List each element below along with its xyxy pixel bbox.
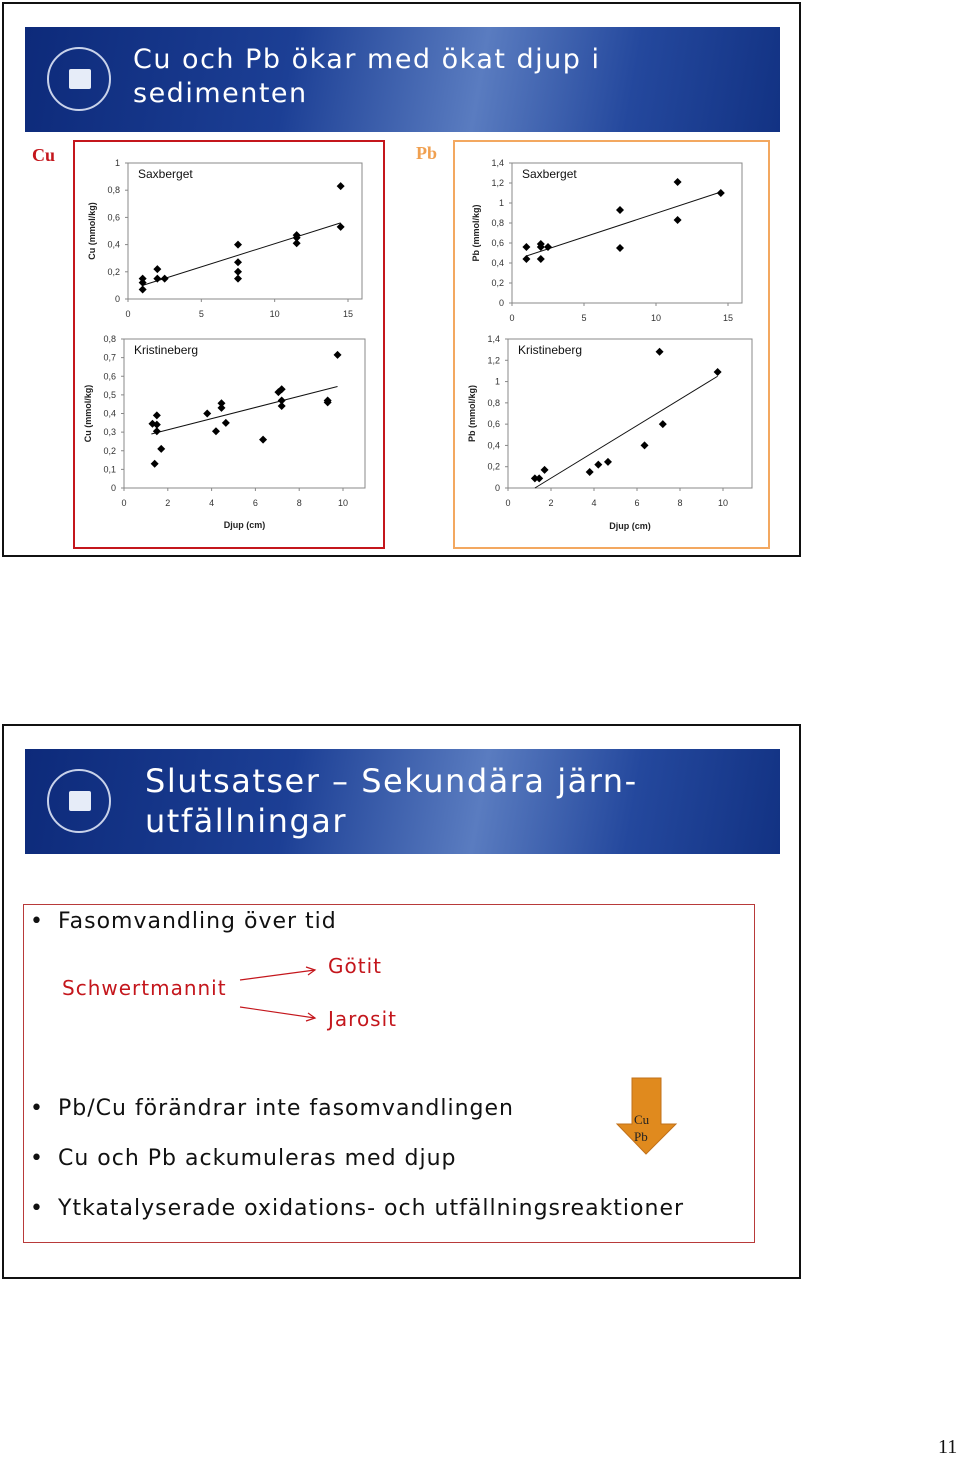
scatter-chart-1 bbox=[87, 158, 362, 319]
data-point bbox=[153, 265, 161, 273]
x-tick-label: 10 bbox=[650, 313, 662, 323]
data-point bbox=[203, 410, 211, 418]
data-point bbox=[616, 244, 624, 252]
y-tick-label: 0 bbox=[110, 483, 116, 493]
title-line-2: sedimenten bbox=[133, 77, 308, 109]
x-tick-label: 5 bbox=[198, 309, 204, 319]
data-point bbox=[535, 474, 543, 482]
y-tick-label: 1,4 bbox=[491, 158, 504, 168]
data-point bbox=[259, 436, 267, 444]
y-tick-label: 0,4 bbox=[103, 408, 116, 419]
bullet-pbcu: • Pb/Cu förändrar inte fasomvandlingen bbox=[30, 1096, 514, 1121]
y-axis-label: Cu (mmol/kg) bbox=[83, 384, 93, 443]
arrow-pb-text: Pb bbox=[634, 1129, 648, 1144]
y-tick-label: 0 bbox=[498, 298, 504, 308]
gotit-label: Götit bbox=[328, 954, 382, 978]
data-point bbox=[222, 419, 230, 427]
chart-title: Saxberget bbox=[138, 167, 193, 181]
y-tick-label: 0,2 bbox=[107, 266, 120, 277]
bullet-surface-catalysis: • Ytkatalyserade oxidations- och utfällningsreaktioner bbox=[30, 1196, 685, 1221]
x-tick-label: 15 bbox=[342, 309, 354, 319]
pb-label: Pb bbox=[416, 143, 438, 163]
x-tick-label: 15 bbox=[722, 313, 734, 323]
data-point bbox=[234, 258, 242, 266]
y-tick-label: 0,1 bbox=[103, 464, 116, 475]
x-axis-label: Djup (cm) bbox=[223, 520, 266, 530]
x-tick-label: 4 bbox=[591, 498, 597, 508]
x-tick-label: 6 bbox=[634, 498, 640, 508]
data-point bbox=[659, 420, 667, 428]
y-tick-label: 0,6 bbox=[103, 371, 116, 382]
data-point bbox=[234, 268, 242, 276]
y-tick-label: 0,4 bbox=[107, 239, 120, 250]
scatter-chart-3 bbox=[83, 334, 365, 530]
chart-title: Saxberget bbox=[522, 167, 577, 181]
data-point bbox=[641, 441, 649, 449]
data-point bbox=[674, 178, 682, 186]
data-point bbox=[522, 255, 530, 263]
x-tick-label: 10 bbox=[337, 498, 349, 508]
chart-title: Kristineberg bbox=[134, 343, 199, 357]
y-tick-label: 1,2 bbox=[491, 178, 504, 188]
y-tick-label: 0,6 bbox=[487, 419, 500, 430]
data-point bbox=[541, 466, 549, 474]
x-tick-label: 0 bbox=[121, 498, 127, 508]
y-tick-label: 0,4 bbox=[491, 258, 504, 268]
y-tick-label: 0,6 bbox=[491, 238, 504, 248]
data-point bbox=[234, 275, 242, 283]
data-point bbox=[151, 460, 159, 468]
data-point bbox=[139, 285, 147, 293]
y-tick-label: 1 bbox=[114, 158, 120, 168]
data-point bbox=[616, 206, 624, 214]
y-axis-label: Pb (mmol/kg) bbox=[471, 204, 481, 262]
bullet-text: Cu och Pb ackumuleras med djup bbox=[58, 1146, 457, 1171]
y-tick-label: 0,8 bbox=[491, 218, 504, 228]
y-axis-label: Cu (mmol/kg) bbox=[87, 202, 97, 260]
cu-label: Cu bbox=[32, 145, 56, 165]
data-point bbox=[717, 189, 725, 197]
data-point bbox=[522, 243, 530, 251]
phase-arrow-to-jarosit bbox=[240, 1007, 315, 1021]
data-point bbox=[161, 275, 169, 283]
bullet-text: Fasomvandling över tid bbox=[58, 909, 337, 934]
y-tick-label: 0,3 bbox=[103, 427, 116, 438]
x-tick-label: 8 bbox=[677, 498, 683, 508]
title-line-2: utfällningar bbox=[145, 802, 348, 840]
y-tick-label: 0 bbox=[494, 483, 500, 493]
y-tick-label: 1,2 bbox=[487, 355, 500, 366]
data-point bbox=[714, 368, 722, 376]
y-tick-label: 0,8 bbox=[487, 397, 500, 408]
bullet-text: Pb/Cu förändrar inte fasomvandlingen bbox=[58, 1096, 514, 1121]
x-tick-label: 10 bbox=[717, 498, 729, 508]
page-number: 11 bbox=[938, 1436, 958, 1458]
x-tick-label: 6 bbox=[252, 498, 258, 508]
data-point bbox=[139, 279, 147, 287]
data-point bbox=[157, 445, 165, 453]
data-point bbox=[153, 427, 161, 435]
chart-title: Kristineberg bbox=[518, 343, 583, 357]
x-tick-label: 4 bbox=[209, 498, 215, 508]
x-tick-label: 2 bbox=[165, 498, 171, 508]
data-point bbox=[293, 239, 301, 247]
jarosit-label: Jarosit bbox=[328, 1007, 397, 1031]
x-tick-label: 8 bbox=[296, 498, 302, 508]
data-point bbox=[674, 216, 682, 224]
trendline bbox=[526, 192, 720, 256]
schwertmannit-label: Schwertmannit bbox=[62, 976, 227, 1000]
bullet-text: Ytkatalyserade oxidations- och utfällningsreaktioner bbox=[58, 1196, 685, 1221]
x-axis-label: Djup (cm) bbox=[609, 521, 651, 531]
y-tick-label: 1 bbox=[494, 376, 500, 387]
scatter-chart-4 bbox=[467, 334, 752, 531]
y-axis-label: Pb (mmol/kg) bbox=[467, 384, 477, 443]
data-point bbox=[234, 241, 242, 249]
data-point bbox=[334, 351, 342, 359]
data-point bbox=[278, 402, 286, 410]
scatter-chart-2 bbox=[471, 158, 742, 323]
y-tick-label: 0,6 bbox=[107, 212, 120, 223]
data-point bbox=[217, 404, 225, 412]
y-tick-label: 0,8 bbox=[107, 185, 120, 196]
y-tick-label: 0,8 bbox=[103, 334, 116, 344]
x-tick-label: 0 bbox=[125, 309, 131, 319]
data-point bbox=[604, 458, 612, 466]
y-tick-label: 0,4 bbox=[487, 440, 500, 451]
cu-pb-down-arrow-label bbox=[634, 1111, 649, 1145]
title-line-1: Cu och Pb ökar med ökat djup i bbox=[133, 44, 601, 75]
plot-area bbox=[124, 339, 365, 488]
x-tick-label: 5 bbox=[581, 313, 587, 323]
phase-arrow-to-gotit bbox=[240, 967, 315, 980]
arrow-cu-text: Cu bbox=[634, 1112, 650, 1127]
trendline bbox=[151, 386, 337, 433]
y-tick-label: 0,2 bbox=[491, 278, 504, 288]
y-tick-label: 0,7 bbox=[103, 352, 116, 363]
data-point bbox=[586, 468, 594, 476]
data-point bbox=[153, 411, 161, 419]
bullet-phase-transformation: • Fasomvandling över tid bbox=[30, 909, 337, 934]
y-tick-label: 0,5 bbox=[103, 389, 116, 400]
trendline bbox=[143, 223, 341, 286]
y-tick-label: 0 bbox=[114, 294, 120, 304]
plot-area bbox=[508, 339, 752, 488]
x-tick-label: 0 bbox=[505, 498, 511, 508]
bullet-accumulation: • Cu och Pb ackumuleras med djup bbox=[30, 1146, 457, 1171]
plot-area bbox=[512, 163, 742, 303]
y-tick-label: 0,2 bbox=[103, 445, 116, 456]
data-point bbox=[656, 348, 664, 356]
data-point bbox=[594, 461, 602, 469]
data-point bbox=[537, 255, 545, 263]
title-line-1: Slutsatser – Sekundära järn- bbox=[145, 762, 638, 800]
x-tick-label: 2 bbox=[548, 498, 554, 508]
y-tick-label: 0,2 bbox=[487, 461, 500, 472]
x-tick-label: 10 bbox=[269, 309, 280, 319]
data-point bbox=[337, 182, 345, 190]
x-tick-label: 0 bbox=[509, 313, 515, 323]
data-point bbox=[212, 427, 220, 435]
y-tick-label: 1 bbox=[498, 198, 504, 208]
y-tick-label: 1,4 bbox=[487, 334, 500, 344]
trendline bbox=[535, 376, 718, 488]
